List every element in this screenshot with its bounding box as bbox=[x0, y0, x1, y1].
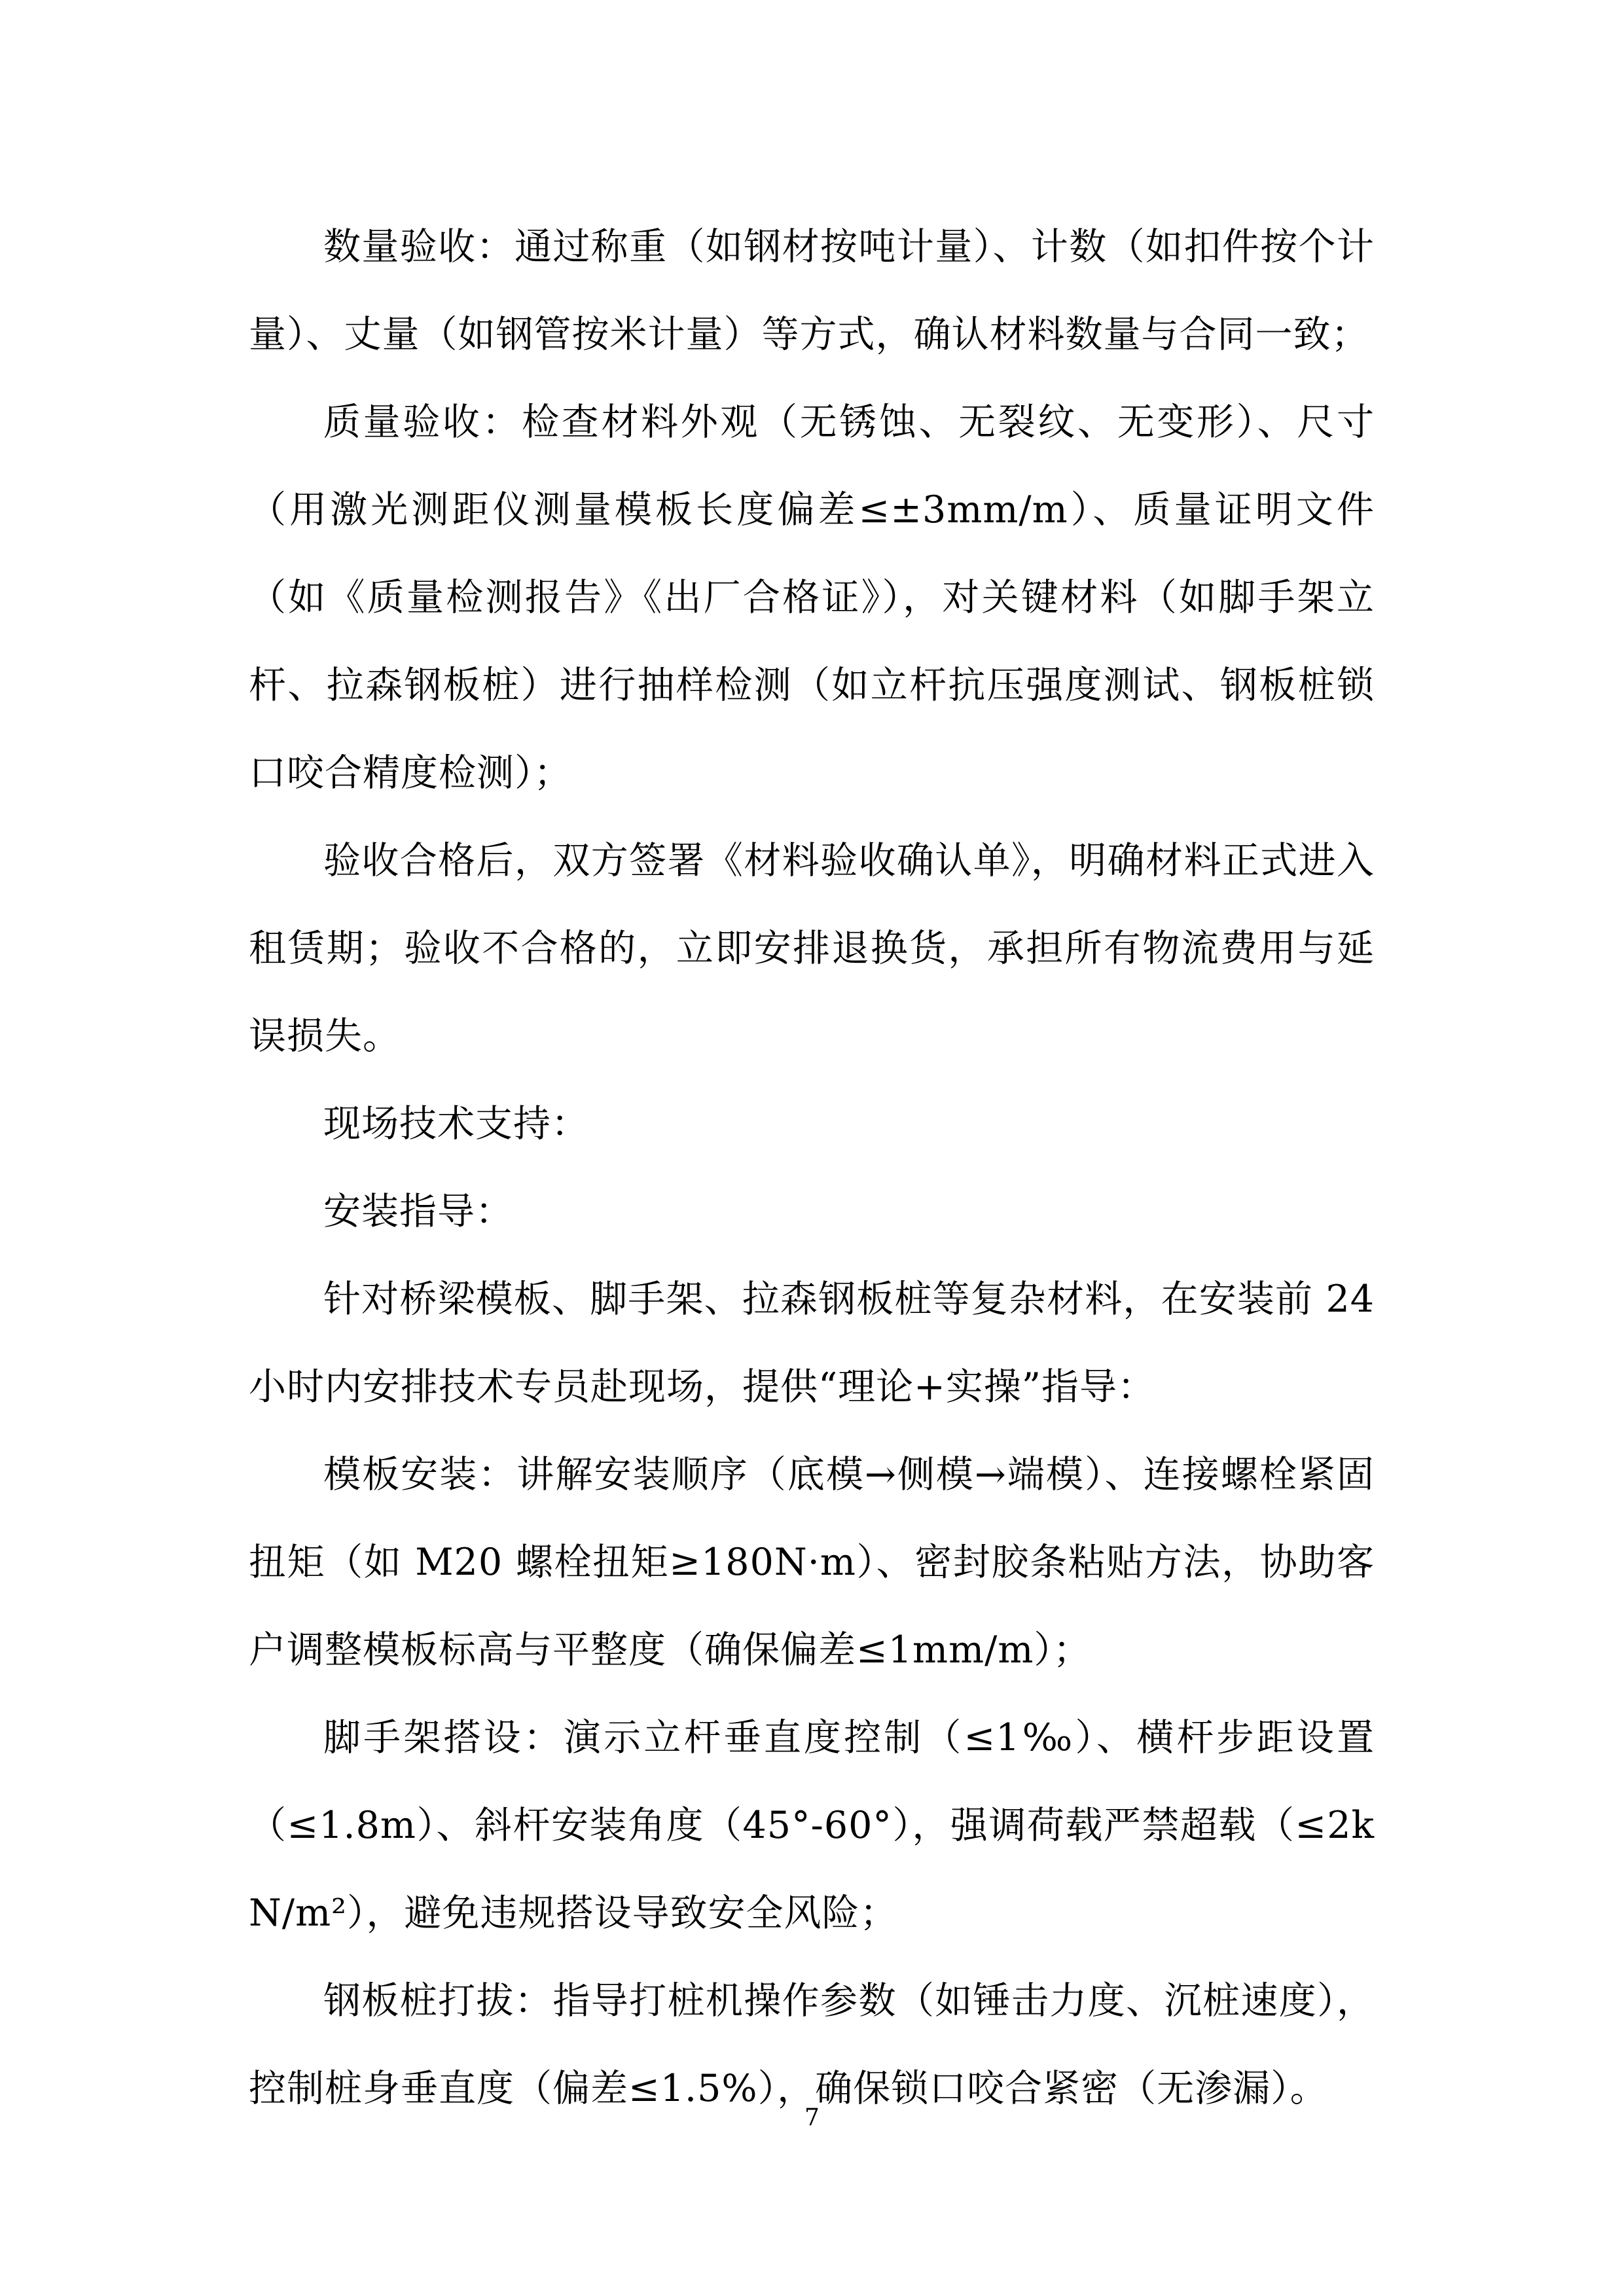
page-number: 7 bbox=[804, 2104, 820, 2131]
body-text bbox=[249, 203, 1375, 2132]
paragraph-sheet-pile-driving: 钢板桩打拔：指导打桩机操作参数（如锤击力度、沉桩速度），控制桩身垂直度（偏差≤1.5%），确保锁口咬合紧密（无渗漏）。 bbox=[249, 1979, 1375, 2110]
paragraph-onsite-support-heading: 现场技术支持： bbox=[323, 1102, 589, 1145]
paragraph-installation-guidance-heading: 安装指导： bbox=[323, 1190, 513, 1233]
paragraph-scaffold-erection: 脚手架搭设：演示立杆垂直度控制（≤1‰）、横杆步距设置（≤1.8m）、斜杆安装角度（45°-60°），强调荷载严禁超载（≤2kN/m²），避免违规搭设导致安全风险； bbox=[249, 1716, 1375, 1935]
paragraph-guidance-intro: 针对桥梁模板、脚手架、拉森钢板桩等复杂材料，在安装前 24 小时内安排技术专员赴现场，提供“理论+实操”指导： bbox=[249, 1278, 1375, 1408]
paragraph-formwork-installation: 模板安装：讲解安装顺序（底模→侧模→端模）、连接螺栓紧固扭矩（如 M20 螺栓扭矩≥180N·m）、密封胶条粘贴方法，协助客户调整模板标高与平整度（确保偏差≤1mm/m）； bbox=[249, 1453, 1375, 1672]
paragraph-quality-acceptance: 质量验收：检查材料外观（无锈蚀、无裂纹、无变形）、尺寸（用激光测距仪测量模板长度偏差≤±3mm/m）、质量证明文件（如《质量检测报告》《出厂合格证》），对关键材料（如脚手架立杆、拉森钢板桩）进行抽样检测（如立杆抗压强度测试、钢板桩锁口咬合精度检测）； bbox=[249, 401, 1375, 795]
paragraph-acceptance-result: 验收合格后，双方签署《材料验收确认单》，明确材料正式进入租赁期；验收不合格的，立即安排退换货，承担所有物流费用与延误损失。 bbox=[249, 839, 1375, 1058]
paragraph-quantity-acceptance: 数量验收：通过称重（如钢材按吨计量）、计数（如扣件按个计量）、丈量（如钢管按米计量）等方式，确认材料数量与合同一致； bbox=[249, 225, 1375, 356]
